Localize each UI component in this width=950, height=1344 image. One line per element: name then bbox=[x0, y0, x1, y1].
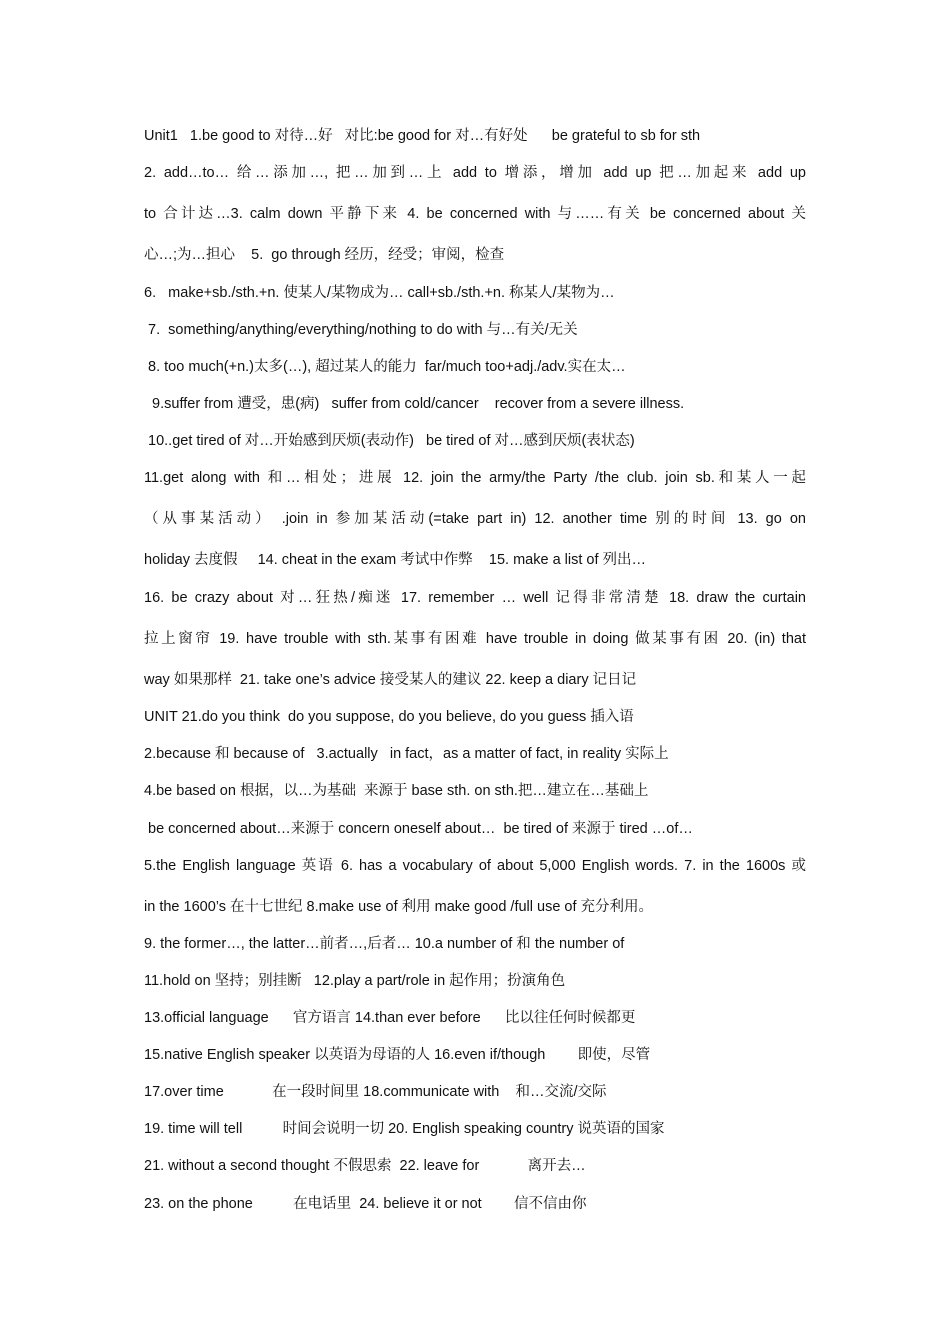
text-line: 21. without a second thought 不假思索 22. leave for 离开去… bbox=[144, 1158, 586, 1174]
text-line: 15.native English speaker 以英语为母语的人 16.even if/though 即使，尽管 bbox=[144, 1047, 651, 1063]
text-line: to 合计达…3. calm down 平静下来 4. be concerned with 与……有关 be concerned about 关 bbox=[144, 206, 806, 222]
text-line: 9.suffer from 遭受，患(病) suffer from cold/cancer recover from a severe illness. bbox=[144, 396, 685, 412]
text-line: 8. too much(+n.)太多(…), 超过某人的能力 far/much too+adj./adv.实在太… bbox=[144, 359, 626, 375]
text-line: 4.be based on 根据，以…为基础 来源于 base sth. on sth.把…建立在…基础上 bbox=[144, 783, 649, 799]
text-line: 19. time will tell 时间会说明一切 20. English speaking country 说英语的国家 bbox=[144, 1121, 665, 1137]
text-line: 11.hold on 坚持；别挂断 12.play a part/role in 起作用；扮演角色 bbox=[144, 973, 566, 989]
text-line: 2.because 和 because of 3.actually in fact，as a matter of fact, in reality 实际上 bbox=[144, 746, 669, 762]
text-line: way 如果那样 21. take one’s advice 接受某人的建议 22. keep a diary 记日记 bbox=[144, 672, 637, 688]
text-line: be concerned about…来源于 concern oneself about… be tired of 来源于 tired …of… bbox=[144, 821, 693, 837]
text-line: 16. be crazy about 对…狂热/痴迷 17. remember … well 记得非常清楚 18. draw the curtain bbox=[144, 590, 806, 606]
text-line: in the 1600’s 在十七世纪 8.make use of 利用 make good /full use of 充分利用。 bbox=[144, 899, 654, 915]
text-line: Unit1 1.be good to 对待…好 对比:be good for 对…有好处 be grateful to sb for sth bbox=[144, 128, 701, 144]
text-line: 心…;为…担心 5. go through 经历，经受；审阅，检查 bbox=[144, 247, 505, 263]
text-line: 6. make+sb./sth.+n. 使某人/某物成为… call+sb./sth.+n. 称某人/某物为… bbox=[144, 285, 615, 301]
text-line: 7. something/anything/everything/nothing to do with 与…有关/无关 bbox=[144, 322, 578, 338]
text-line: holiday 去度假 14. cheat in the exam 考试中作弊 15. make a list of 列出… bbox=[144, 552, 647, 568]
text-line: 17.over time 在一段时间里 18.communicate with 和…交流/交际 bbox=[144, 1084, 607, 1100]
text-line: 5.the English language 英语 6. has a vocabulary of about 5,000 English words. 7. in the 1600s 或 bbox=[144, 858, 806, 874]
text-line: 拉上窗帘 19. have trouble with sth.某事有困难 have trouble in doing 做某事有困 20. (in) that bbox=[144, 631, 806, 647]
text-line: 11.get along with 和…相处；进展 12. join the army/the Party /the club. join sb.和某人一起 bbox=[144, 470, 806, 486]
text-line: 23. on the phone 在电话里 24. believe it or not 信不信由你 bbox=[144, 1196, 587, 1212]
text-line: （从事某活动） .join in 参加某活动(=take part in) 12. another time 别的时间 13. go on bbox=[144, 511, 806, 527]
text-line: 13.official language 官方语言 14.than ever before 比以往任何时候都更 bbox=[144, 1010, 636, 1026]
text-line: 9. the former…, the latter…前者…,后者… 10.a number of 和 the number of bbox=[144, 936, 625, 952]
text-line: 10..get tired of 对…开始感到厌烦(表动作) be tired of 对…感到厌烦(表状态) bbox=[144, 433, 635, 449]
text-line: UNIT 21.do you think do you suppose, do you believe, do you guess 插入语 bbox=[144, 709, 634, 725]
text-line: 2. add…to… 给…添加…, 把…加到…上 add to 增添，增加 add up 把…加起来 add up bbox=[144, 165, 806, 181]
